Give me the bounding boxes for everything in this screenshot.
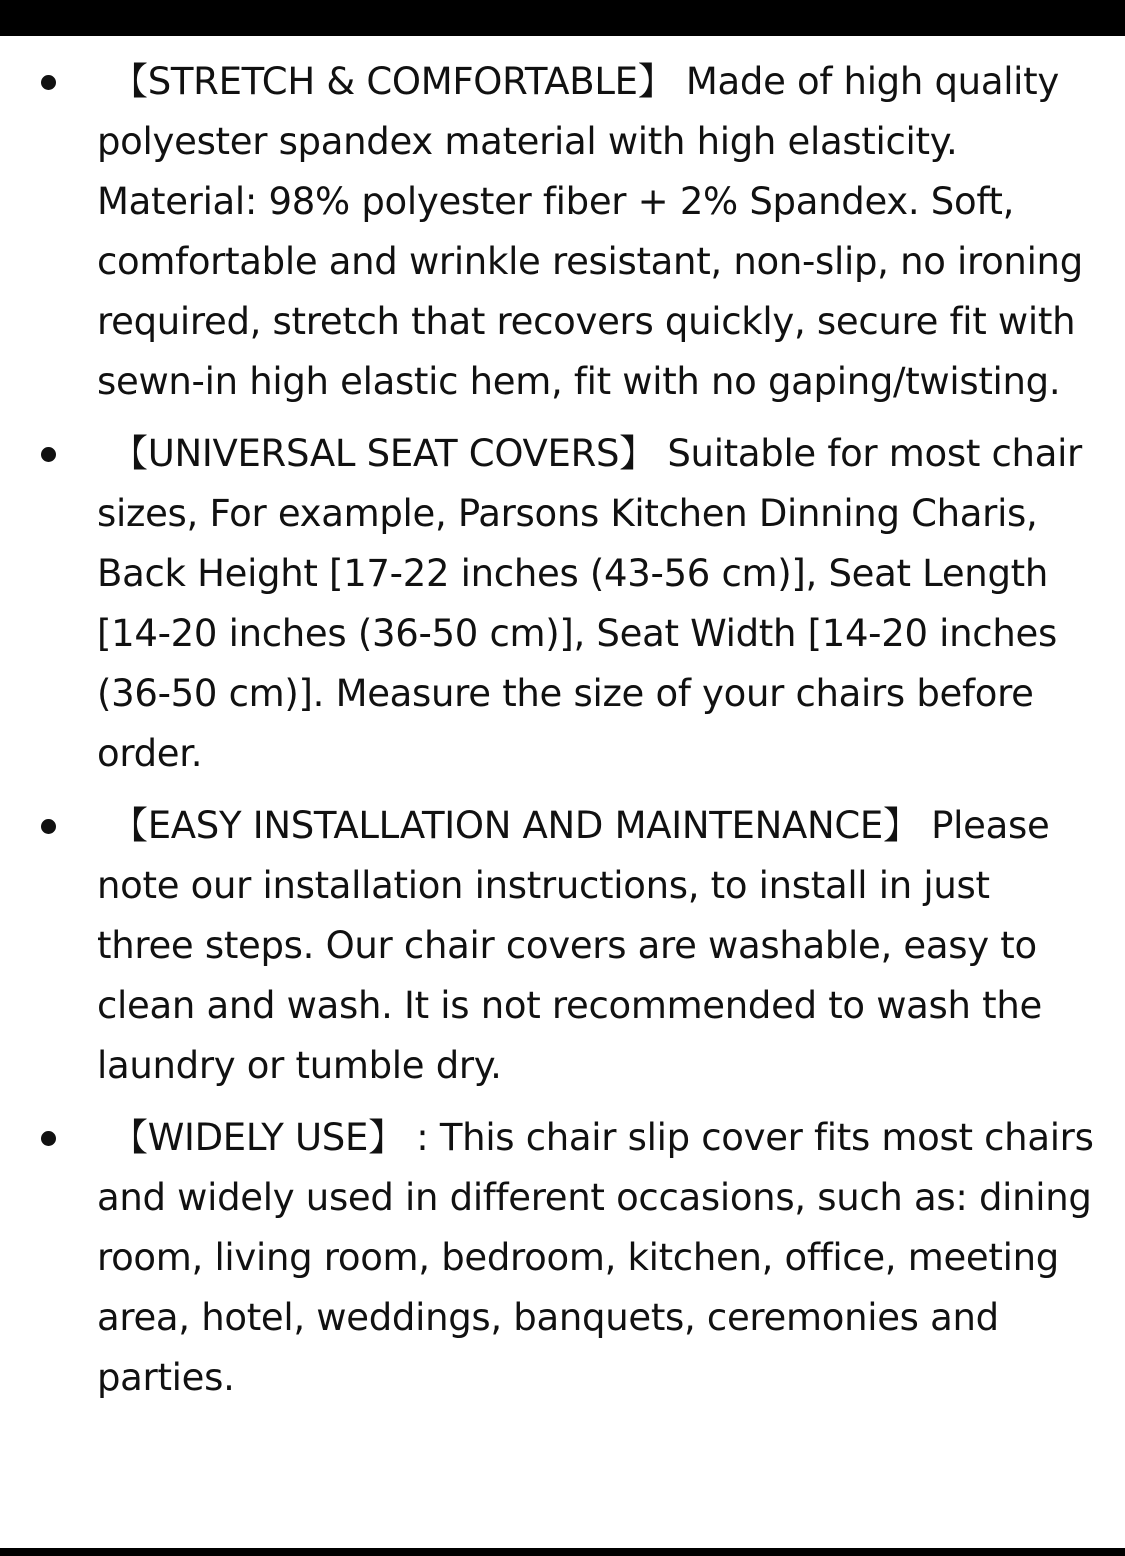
bullet-dot-icon	[41, 819, 56, 834]
feature-item-installation	[0, 796, 1125, 1096]
feature-heading: 【EASY INSTALLATION AND MAINTENANCE】	[111, 804, 932, 847]
feature-body: Suitable for most chair sizes, For example, Parsons Kitchen Dinning Charis, Back Height [17-22 inches (43-56 cm)], Seat Length [14-20 inches (36-50 cm)], Seat Width [14-20 inches (36-50 cm)]. Measure the size of your chairs before order.	[97, 432, 1082, 775]
feature-heading: 【STRETCH & COMFORTABLE】	[111, 60, 686, 103]
feature-item-stretch	[0, 52, 1125, 412]
feature-heading: 【UNIVERSAL SEAT COVERS】	[111, 432, 668, 475]
feature-item-universal	[0, 424, 1125, 784]
product-feature-list	[0, 52, 1125, 1420]
bullet-dot-icon	[41, 75, 56, 90]
bottom-bar	[0, 1548, 1125, 1556]
feature-item-widely-use	[0, 1108, 1125, 1408]
feature-body: Please note our installation instructions, to install in just three steps. Our chair covers are washable, easy to clean and wash. It is not recommended to wash the laundry or tumble dry.	[97, 804, 1050, 1087]
bullet-dot-icon	[41, 447, 56, 462]
feature-body: : This chair slip cover fits most chairs and widely used in different occasions, such as: dining room, living room, bedroom, kitchen, office, meeting area, hotel, weddings, banquets, ceremonies and parties.	[97, 1116, 1094, 1399]
bullet-dot-icon	[41, 1131, 56, 1146]
top-bar	[0, 0, 1125, 36]
feature-body: Made of high quality polyester spandex material with high elasticity. Material: 98% polyester fiber + 2% Spandex. Soft, comfortable and wrinkle resistant, non-slip, no ironing required, stretch that recovers quickly, secure fit with sewn-in high elastic hem, fit with no gaping/twisting.	[97, 60, 1083, 403]
feature-heading: 【WIDELY USE】	[111, 1116, 417, 1159]
